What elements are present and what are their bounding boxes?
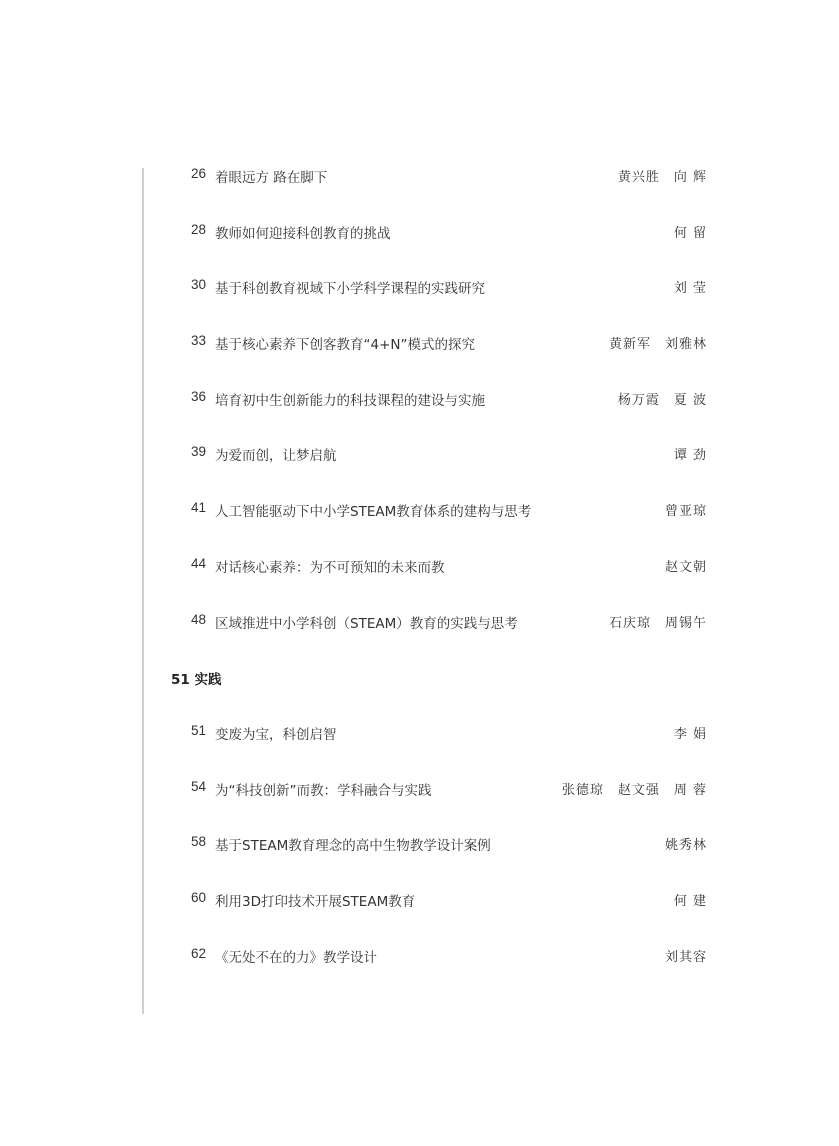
toc-page-number: 26 — [191, 166, 207, 181]
toc-title: 变废为宝，科创启智 — [215, 726, 337, 743]
toc-page-number: 28 — [191, 221, 207, 237]
author: 刘其容 — [664, 949, 707, 965]
toc-entry[interactable] — [0, 315, 839, 371]
toc-section-heading[interactable] — [0, 649, 839, 705]
author: 赵文强 — [617, 782, 660, 798]
toc-title: 为爱而创，让梦启航 — [215, 448, 337, 465]
toc-page-number: 41 — [191, 500, 207, 516]
toc-title: 人工智能驱动下中小学STEAM教育体系的建构与思考 — [215, 504, 532, 521]
author: 谭 劲 — [673, 448, 707, 464]
toc-title: 培育初中生创新能力的科技课程的建设与实施 — [215, 392, 485, 409]
toc-entry[interactable] — [0, 148, 839, 204]
toc-authors — [548, 779, 707, 798]
toc-entry[interactable] — [0, 204, 839, 260]
toc-entry[interactable] — [0, 928, 839, 984]
toc-page-number: 51 — [191, 722, 207, 738]
toc-entry[interactable] — [0, 761, 839, 817]
toc-page-number: 60 — [191, 889, 207, 905]
toc-entry[interactable] — [0, 259, 839, 315]
toc-title: 基于科创教育视域下小学科学课程的实践研究 — [215, 281, 485, 298]
toc-authors — [660, 444, 707, 463]
toc-authors — [651, 556, 707, 575]
author: 赵文朝 — [664, 559, 707, 575]
toc-authors — [660, 890, 707, 909]
section-title — [171, 668, 222, 688]
toc-page-number: 33 — [191, 333, 207, 349]
author: 何 建 — [673, 893, 707, 909]
toc-entry[interactable] — [0, 482, 839, 538]
toc-authors — [595, 612, 707, 631]
toc-page-number: 48 — [191, 611, 207, 627]
author: 黄兴胜 — [617, 170, 660, 185]
author: 周锡午 — [664, 615, 707, 631]
author: 石庆琼 — [608, 615, 651, 631]
toc-page-number: 58 — [191, 834, 207, 850]
author: 杨万霞 — [617, 392, 660, 408]
toc-title: 《无处不在的力》教学设计 — [215, 949, 377, 966]
toc-authors — [651, 834, 707, 853]
author: 向 辉 — [673, 170, 707, 185]
toc-authors — [604, 389, 707, 408]
author: 夏 波 — [673, 392, 707, 408]
toc-authors — [660, 222, 707, 241]
author: 姚秀林 — [664, 838, 707, 854]
toc-authors — [660, 277, 707, 296]
toc-title: 区域推进中小学科创（STEAM）教育的实践与思考 — [215, 615, 518, 632]
author: 张德琼 — [561, 782, 604, 798]
author: 黄新军 — [608, 337, 651, 353]
toc-title: 基于STEAM教育理念的高中生物教学设计案例 — [215, 838, 491, 855]
toc-title: 教师如何迎接科创教育的挑战 — [215, 225, 391, 242]
toc-page-number: 62 — [191, 945, 207, 961]
toc-title: 利用3D打印技术开展STEAM教育 — [215, 893, 416, 910]
author: 刘雅林 — [664, 337, 707, 353]
toc-authors — [660, 723, 707, 742]
toc-entry[interactable] — [0, 705, 839, 761]
toc-title: 着眼远方 路在脚下 — [215, 170, 328, 186]
author: 李 娟 — [673, 726, 707, 742]
toc-title: 为“科技创新”而教：学科融合与实践 — [215, 782, 432, 799]
toc-entry[interactable] — [0, 872, 839, 928]
toc-page-number: 44 — [191, 555, 207, 571]
author: 刘 莹 — [673, 281, 707, 297]
author: 周 蓉 — [673, 782, 707, 798]
toc-authors — [651, 500, 707, 519]
toc-page-number: 39 — [191, 444, 207, 460]
toc-title: 基于核心素养下创客教育“4+N”模式的探究 — [215, 337, 475, 354]
author: 曾亚琼 — [664, 504, 707, 520]
toc-entry[interactable] — [0, 371, 839, 427]
author: 何 留 — [673, 225, 707, 241]
table-of-contents — [0, 148, 839, 983]
toc-entry[interactable] — [0, 594, 839, 650]
toc-title: 对话核心素养：为不可预知的未来而教 — [215, 559, 445, 576]
toc-entry[interactable] — [0, 426, 839, 482]
toc-page-number: 54 — [191, 778, 207, 794]
toc-authors — [595, 333, 707, 352]
section-page-number: 51 — [171, 672, 190, 689]
toc-authors — [651, 946, 707, 965]
toc-page-number: 36 — [191, 388, 207, 404]
toc-entry[interactable] — [0, 538, 839, 594]
toc-page-number: 30 — [191, 277, 207, 293]
toc-authors — [604, 166, 707, 185]
toc-entry[interactable] — [0, 816, 839, 872]
section-label: 实践 — [194, 672, 222, 689]
